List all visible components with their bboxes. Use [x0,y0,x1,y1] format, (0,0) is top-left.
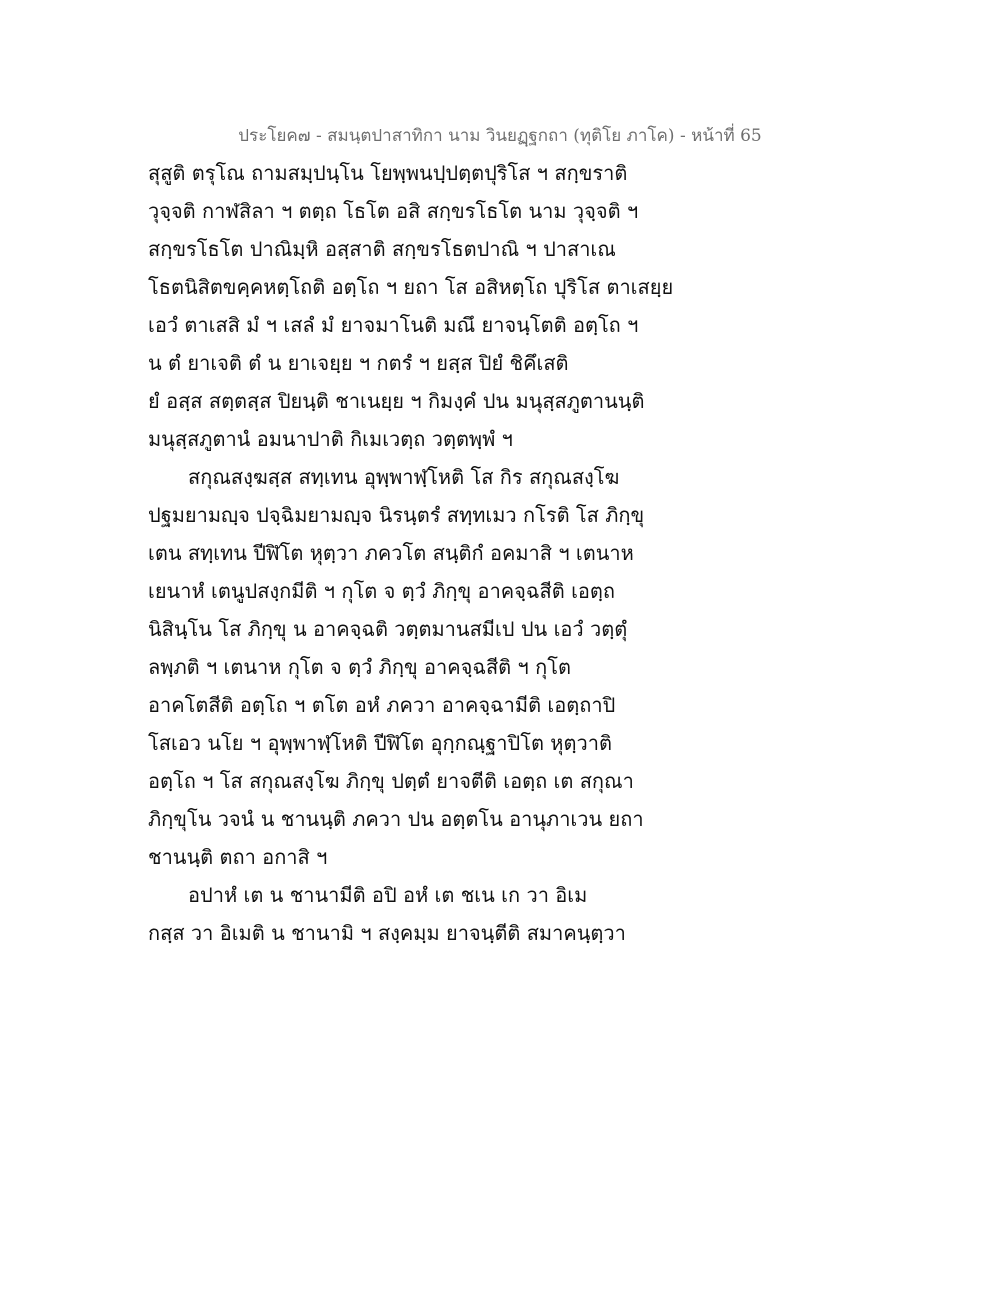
text-line: มนุสฺสภูตานํ อมนาปาติ กิเมเวตฺถ วตฺตพฺพํ ฯ [148,427,513,451]
text-line: ยํ อสฺส สตฺตสฺส ปิยนฺติ ชาเนยฺย ฯ กิมงฺคํ ปน มนุสฺสภูตานนฺติ [148,389,645,413]
text-line: อตฺโถ ฯ โส สกุณสงฺโฆ ภิกฺขุ ปตฺตํ ยาจตีติ เอตฺถ เต สกุณา [148,769,634,793]
text-line: ชานนฺติ ตถา อกาสิ ฯ [148,845,328,869]
text-line: ปฐมยามญฺจ ปจฺฉิมยามญฺจ นิรนฺตรํ สทฺทเมว กโรติ โส ภิกฺขุ [148,503,645,527]
text-line: เอวํ ตาเสสิ มํ ฯ เสลํ มํ ยาจมาโนติ มณึ ยาจนฺโตติ อตฺโถ ฯ [148,313,639,337]
text-line: นิสินฺโน โส ภิกฺขุ น อาคจฺฉติ วตฺตมานสมีเป ปน เอวํ วตฺตุํ [148,617,628,641]
text-line: วุจฺจติ กาฬสิลา ฯ ตตฺถ โธโต อสิ สกฺขรโธโต นาม วุจฺจติ ฯ [148,199,639,223]
text-line: สกฺขรโธโต ปาณิมฺหิ อสฺสาติ สกฺขรโธตปาณิ ฯ ปาสาเณ [148,237,616,261]
text-line: โสเอว นโย ฯ อุพฺพาฬฺโหติ ปีฬิโต อุกฺกณฺฐาปิโต หุตฺวาติ [148,731,612,755]
text-line: น ตํ ยาเจติ ตํ น ยาเจยฺย ฯ กตรํ ฯ ยสฺส ปิยํ ชิคึเสติ [148,351,569,375]
text-line: กสฺส วา อิเมติ น ชานามิ ฯ สงฺคมฺม ยาจนฺตีติ สมาคนฺตฺวา [148,921,626,945]
text-line: อปาหํ เต น ชานามีติ อปิ อหํ เต ชเน เก วา อิเม [188,883,588,907]
text-line: สกุณสงฺฆสฺส สทฺเทน อุพฺพาฬฺโหติ โส กิร สกุณสงฺโฆ [188,465,620,489]
page-header: ประโยค๗ - สมนฺตปาสาทิกา นาม วินยฏฺฐกถา (ทุติโย ภาโค) - หน้าที่ 65 [238,126,762,146]
text-line: ภิกฺขุโน วจนํ น ชานนฺติ ภควา ปน อตฺตโน อานุภาเวน ยถา [148,807,644,831]
text-line: อาคโตสีติ อตฺโถ ฯ ตโต อหํ ภควา อาคจฺฉามีติ เอตฺถาปิ [148,693,616,717]
text-line: โธตนิสิตขคฺคหตฺโถติ อตฺโถ ฯ ยถา โส อสิหตฺโถ ปุริโส ตาเสยฺย [148,275,674,299]
text-line: เยนาหํ เตนูปสงฺกมีติ ฯ กุโต จ ตฺวํ ภิกฺขุ อาคจฺฉสีติ เอตฺถ [148,579,616,603]
text-line: ลพฺภติ ฯ เตนาห กุโต จ ตฺวํ ภิกฺขุ อาคจฺฉสีติ ฯ กุโต [148,655,571,679]
text-line: สุสูติ ตรุโณ ถามสมฺปนฺโน โยพฺพนปฺปตฺตปุริโส ฯ สกฺขราติ [148,161,628,185]
text-line: เตน สทฺเทน ปีฬิโต หุตฺวา ภควโต สนฺติกํ อคมาสิ ฯ เตนาห [148,541,634,565]
body-text [148,160,708,958]
